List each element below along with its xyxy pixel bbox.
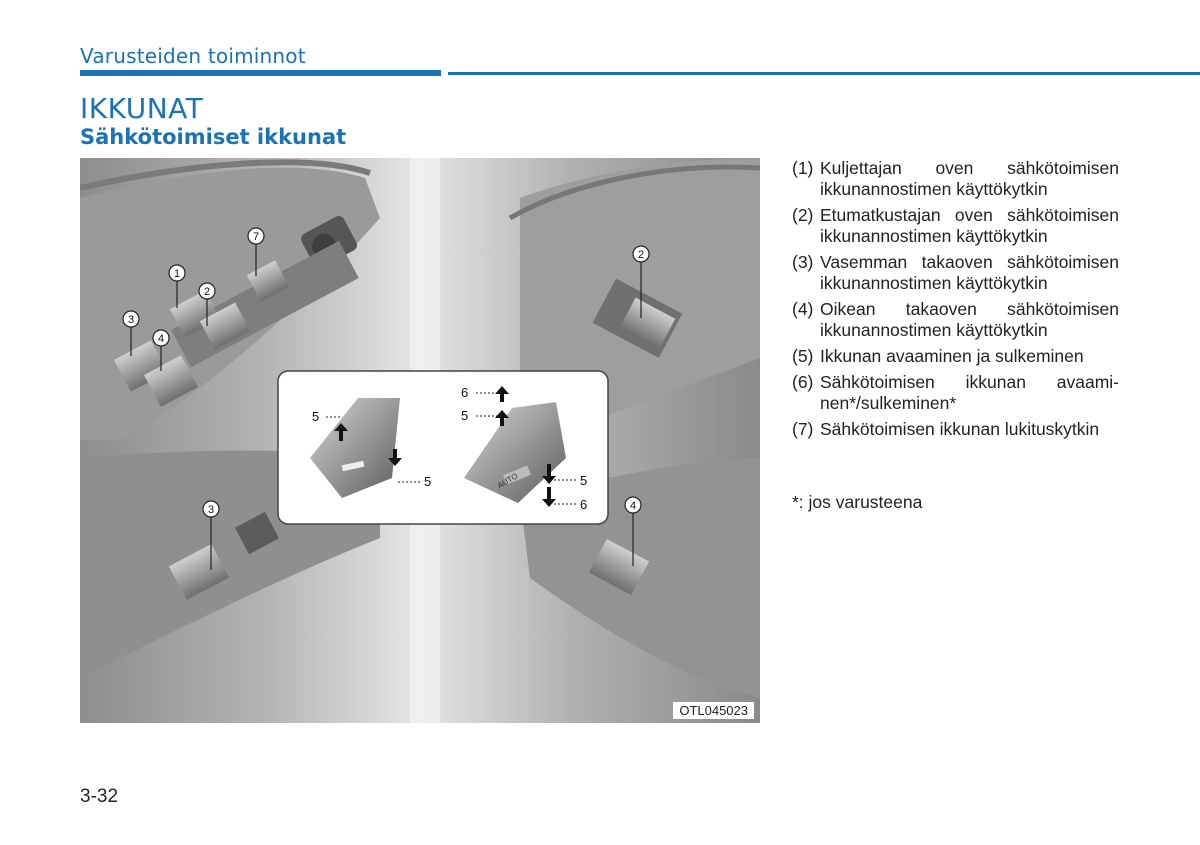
legend-item	[792, 158, 1119, 200]
inset-label-5-up-auto: 5	[461, 408, 469, 423]
legend-text: Vasemman takaoven sähkötoimisen ikkunannostimen käyttökytkin	[820, 252, 1119, 293]
auto-label: AUTO	[495, 471, 520, 491]
legend-num: (7)	[792, 419, 814, 439]
door-panels-illustration	[80, 158, 760, 723]
header-rule-thick	[80, 70, 441, 76]
legend-item	[792, 205, 1119, 247]
section-header: Varusteiden toiminnot	[80, 44, 306, 68]
legend-text: Kuljettajan oven sähkötoimisen ikkunannostimen käyttökytkin	[820, 158, 1119, 199]
callout-1: 1	[173, 268, 181, 280]
legend-item	[792, 346, 1119, 367]
legend-item	[792, 372, 1119, 414]
inset-label-5-down: 5	[424, 474, 432, 489]
legend-item	[792, 299, 1119, 341]
legend-text: Sähkötoimisen ikkunan avaaminen*/sulkeminen*	[820, 372, 1119, 413]
callout-4-rear-right: 4	[629, 500, 637, 512]
window-switch-figure	[80, 158, 760, 723]
page-title: IKKUNAT	[80, 92, 204, 125]
callout-2: 2	[203, 286, 211, 298]
legend-item	[792, 252, 1119, 294]
legend-text: Oikean takaoven sähkötoimisen ikkunannostimen käyttökytkin	[820, 299, 1119, 340]
inset-label-6-up: 6	[461, 385, 469, 400]
callout-7: 7	[252, 231, 260, 243]
header-rule-thin	[448, 72, 1200, 75]
footnote: *: jos varusteena	[792, 492, 923, 512]
inset-label-5-down-auto: 5	[580, 473, 588, 488]
legend-num: (2)	[792, 205, 814, 225]
legend-item	[792, 419, 1119, 440]
legend-num: (6)	[792, 372, 814, 392]
legend-num: (1)	[792, 158, 814, 178]
legend-num: (5)	[792, 346, 814, 366]
legend-num: (4)	[792, 299, 814, 319]
legend-num: (3)	[792, 252, 814, 272]
legend-text: Ikkunan avaaminen ja sulkeminen	[820, 346, 1084, 366]
inset-label-6-down: 6	[580, 497, 588, 512]
legend-text: Sähkötoimisen ikkunan lukituskytkin	[820, 419, 1100, 439]
figure-code: OTL045023	[673, 702, 754, 719]
page-number: 3-32	[80, 786, 119, 807]
callout-4: 4	[157, 333, 165, 345]
callout-2-passenger: 2	[637, 249, 645, 261]
page-subtitle: Sähkötoimiset ikkunat	[80, 125, 347, 149]
legend-text: Etumatkustajan oven sähkötoimisen ikkunannostimen käyttökytkin	[820, 205, 1119, 246]
inset-label-5-up: 5	[312, 409, 320, 424]
legend-list	[792, 158, 1119, 445]
callout-3: 3	[127, 314, 135, 326]
callout-3-rear-left: 3	[207, 504, 215, 516]
